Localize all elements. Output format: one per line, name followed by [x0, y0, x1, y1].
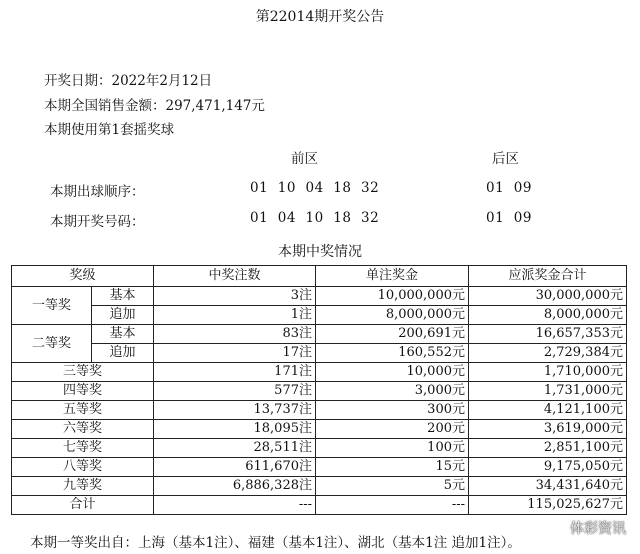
total-cell: 30,000,000元	[469, 287, 627, 306]
level-cell: 三等奖	[12, 363, 154, 382]
prize-cell: ---	[316, 496, 469, 515]
level-cell: 八等奖	[12, 458, 154, 477]
winning-numbers-front: 01 04 10 18 32	[250, 210, 380, 226]
table-row	[12, 458, 627, 477]
level-cell: 七等奖	[12, 439, 154, 458]
level-cell: 五等奖	[12, 401, 154, 420]
level-cell: 四等奖	[12, 382, 154, 401]
draw-order-back: 01 09	[486, 180, 532, 196]
table-row	[12, 363, 627, 382]
total-cell: 9,175,050元	[469, 458, 627, 477]
total-cell: 1,710,000元	[469, 363, 627, 382]
sub-level-cell: 追加	[92, 306, 154, 325]
first-prize-origin: 本期一等奖出自：上海（基本1注）、福建（基本1注）、湖北（基本1注 追加1注）。	[30, 535, 521, 551]
count-cell: 83注	[154, 325, 316, 344]
prize-cell: 100元	[316, 439, 469, 458]
table-row	[12, 306, 627, 325]
level-cell: 一等奖	[12, 287, 92, 325]
table-row	[12, 325, 627, 344]
total-cell: 1,731,000元	[469, 382, 627, 401]
header-prize: 单注奖金	[316, 266, 469, 287]
prize-cell: 200元	[316, 420, 469, 439]
total-cell: 2,729,384元	[469, 344, 627, 363]
draw-order-label: 本期出球顺序：	[50, 184, 145, 200]
prize-section-title: 本期中奖情况	[278, 244, 362, 260]
winning-numbers-label: 本期开奖号码：	[50, 214, 145, 230]
count-cell: 13,737注	[154, 401, 316, 420]
total-label-cell: 合计	[12, 496, 154, 515]
table-row	[12, 287, 627, 306]
prize-cell: 300元	[316, 401, 469, 420]
total-cell: 16,657,353元	[469, 325, 627, 344]
count-cell: 171注	[154, 363, 316, 382]
sub-level-cell: 基本	[92, 325, 154, 344]
prize-cell: 200,691元	[316, 325, 469, 344]
front-zone-header: 前区	[291, 151, 318, 167]
prize-cell: 5元	[316, 477, 469, 496]
sales-amount: 本期全国销售金额：297,471,147元	[44, 98, 265, 114]
count-cell: 28,511注	[154, 439, 316, 458]
back-zone-header: 后区	[492, 151, 519, 167]
draw-order-front: 01 10 04 18 32	[250, 180, 380, 196]
table-row	[12, 439, 627, 458]
table-row	[12, 477, 627, 496]
level-cell: 六等奖	[12, 420, 154, 439]
total-cell: 34,431,640元	[469, 477, 627, 496]
prize-cell: 10,000元	[316, 363, 469, 382]
total-row	[12, 496, 627, 515]
prize-cell: 10,000,000元	[316, 287, 469, 306]
sub-level-cell: 追加	[92, 344, 154, 363]
total-cell: 3,619,000元	[469, 420, 627, 439]
watermark: 体彩资讯	[570, 521, 626, 537]
total-cell: 4,121,100元	[469, 401, 627, 420]
table-row	[12, 344, 627, 363]
table-row	[12, 382, 627, 401]
prize-table	[11, 265, 627, 515]
table-row	[12, 420, 627, 439]
count-cell: 3注	[154, 287, 316, 306]
table-header-row	[12, 266, 627, 287]
count-cell: 17注	[154, 344, 316, 363]
winning-numbers-back: 01 09	[486, 210, 532, 226]
count-cell: 611,670注	[154, 458, 316, 477]
prize-cell: 160,552元	[316, 344, 469, 363]
total-cell: 2,851,100元	[469, 439, 627, 458]
level-cell: 二等奖	[12, 325, 92, 363]
grand-total-cell: 115,025,627元	[469, 496, 627, 515]
draw-date: 开奖日期：2022年2月12日	[44, 73, 213, 89]
count-cell: 18,095注	[154, 420, 316, 439]
page-title: 第22014期开奖公告	[255, 9, 385, 25]
table-row	[12, 401, 627, 420]
header-count: 中奖注数	[154, 266, 316, 287]
header-total: 应派奖金合计	[469, 266, 627, 287]
prize-cell: 15元	[316, 458, 469, 477]
prize-cell: 8,000,000元	[316, 306, 469, 325]
count-cell: ---	[154, 496, 316, 515]
count-cell: 577注	[154, 382, 316, 401]
prize-cell: 3,000元	[316, 382, 469, 401]
sub-level-cell: 基本	[92, 287, 154, 306]
ball-set-info: 本期使用第1套摇奖球	[44, 122, 175, 138]
count-cell: 6,886,328注	[154, 477, 316, 496]
count-cell: 1注	[154, 306, 316, 325]
header-level: 奖级	[12, 266, 154, 287]
level-cell: 九等奖	[12, 477, 154, 496]
total-cell: 8,000,000元	[469, 306, 627, 325]
